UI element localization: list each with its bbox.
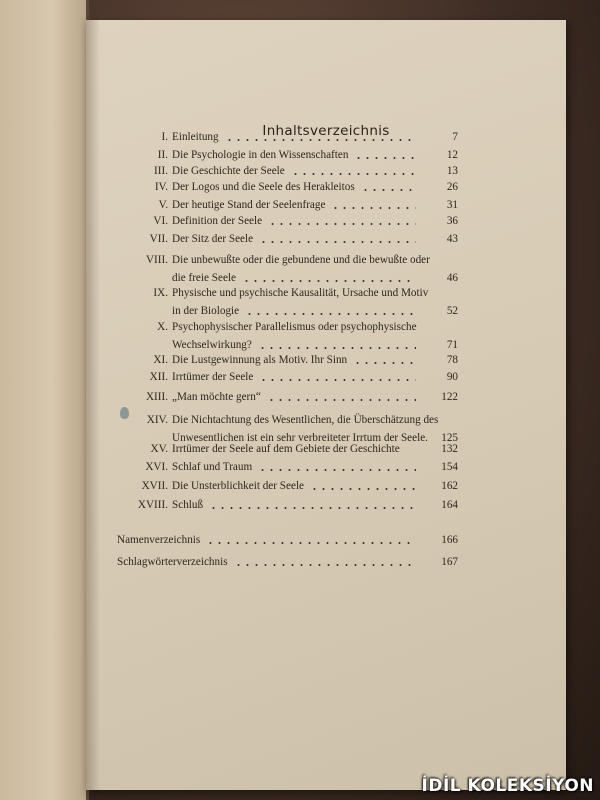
chapter-title: Die Nichtachtung des Wesentlichen, die Überschätzung des (172, 414, 439, 426)
chapter-title: Der Sitz der Seele (172, 233, 254, 245)
page-number: 162 (441, 480, 458, 492)
chapter-title: Definition der Seele (172, 215, 263, 227)
chapter-title: Die Psychologie in den Wissenschaften (172, 149, 349, 161)
chapter-title: Die Lustgewinnung als Motiv. Ihr Sinn (172, 354, 348, 366)
chapter-number: IV. (154, 181, 168, 193)
dot-leader (234, 564, 416, 566)
page-number: 167 (441, 556, 458, 568)
page-number: 7 (452, 131, 458, 143)
chapter-number: VII. (149, 233, 168, 245)
chapter-number: XIV. (146, 414, 168, 426)
dot-leader (242, 280, 416, 282)
chapter-title: Schlaf und Traum (172, 461, 253, 473)
chapter-number: XVI. (145, 461, 168, 473)
page-number: 52 (446, 305, 458, 317)
dot-leader (310, 488, 416, 490)
page-number: 154 (441, 461, 458, 473)
dot-leader (331, 207, 416, 209)
dot-leader (206, 542, 416, 544)
dot-leader (258, 469, 416, 471)
dot-leader (361, 189, 416, 191)
dot-leader (245, 313, 416, 315)
dot-leader (259, 241, 416, 243)
dot-leader (268, 223, 416, 225)
chapter-title-continued: die freie Seele (172, 272, 236, 284)
page-number: 43 (446, 233, 458, 245)
table-of-contents (86, 20, 566, 790)
chapter-title-continued: Unwesentlichen ist ein sehr verbreiteter Irrtum der Seele. (172, 432, 428, 444)
page-number: 90 (446, 371, 458, 383)
chapter-number: XII. (149, 371, 168, 383)
left-page (0, 0, 89, 800)
page-number: 12 (446, 149, 458, 161)
chapter-number: XI. (153, 354, 168, 366)
dot-leader (267, 399, 416, 401)
dot-leader (209, 507, 416, 509)
index-title: Schlagwörterverzeichnis (117, 556, 228, 568)
page-number: 132 (441, 443, 458, 455)
chapter-number: VI. (153, 215, 168, 227)
dot-leader (259, 379, 416, 381)
chapter-title: „Man möchte gern“ (172, 391, 261, 403)
chapter-number: XVIII. (137, 499, 168, 511)
dot-leader (225, 139, 416, 141)
watermark: İDİL KOLEKSİYON (421, 776, 594, 796)
chapter-number: V. (158, 199, 168, 211)
page-number: 31 (446, 199, 458, 211)
page-number: 26 (446, 181, 458, 193)
dot-leader (353, 362, 416, 364)
page-number: 166 (441, 534, 458, 546)
chapter-title: Psychophysischer Parallelismus oder psychophysische (172, 321, 417, 333)
chapter-number: II. (157, 149, 168, 161)
chapter-number: III. (154, 165, 168, 177)
chapter-title: Irrtümer der Seele (172, 371, 254, 383)
chapter-number: VIII. (145, 254, 168, 266)
chapter-number: XVII. (141, 480, 168, 492)
page-title: Inhaltsverzeichnis (262, 123, 390, 139)
pin-icon (120, 407, 129, 419)
chapter-title-continued: Wechselwirkung? (172, 339, 252, 351)
chapter-number: XIII. (145, 391, 168, 403)
chapter-title: Der Logos und die Seele des Herakleitos (172, 181, 355, 193)
page-number: 36 (446, 215, 458, 227)
page-number: 13 (446, 165, 458, 177)
dot-leader (291, 173, 416, 175)
page-number: 71 (446, 339, 458, 351)
chapter-title: Physische und psychische Kausalität, Ursache und Motiv (172, 287, 429, 299)
chapter-title: Der heutige Stand der Seelenfrage (172, 199, 326, 211)
chapter-number: X. (157, 321, 168, 333)
page-number: 164 (441, 499, 458, 511)
chapter-title: Die unbewußte oder die gebundene und die bewußte oder (172, 254, 430, 266)
page-number: 46 (446, 272, 458, 284)
dot-leader (258, 347, 416, 349)
chapter-number: XV. (150, 443, 168, 455)
dot-leader (354, 157, 416, 159)
chapter-title: Irrtümer der Seele auf dem Gebiete der Geschichte (172, 443, 400, 455)
chapter-number: IX. (153, 287, 168, 299)
chapter-title: Die Geschichte der Seele (172, 165, 285, 177)
chapter-number: I. (161, 131, 168, 143)
chapter-title: Einleitung (172, 131, 219, 143)
page-number: 122 (441, 391, 458, 403)
index-title: Namenverzeichnis (117, 534, 201, 546)
page-number: 125 (441, 432, 458, 444)
chapter-title-continued: in der Biologie (172, 305, 240, 317)
page-number: 78 (446, 354, 458, 366)
book-page (86, 20, 566, 790)
chapter-title: Die Unsterblichkeit der Seele (172, 480, 305, 492)
chapter-title: Schluß (172, 499, 204, 511)
